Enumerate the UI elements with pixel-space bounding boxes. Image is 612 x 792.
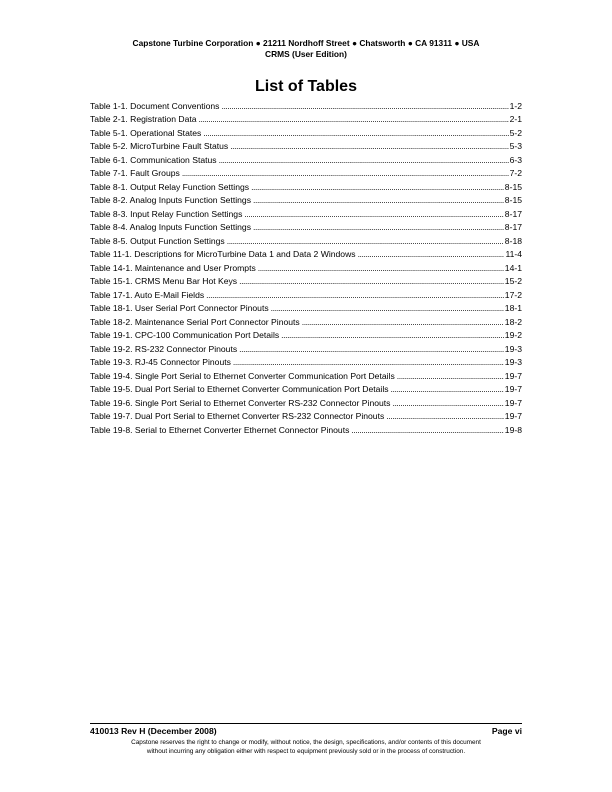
toc-entry-page: 19-7 [504,397,522,408]
toc-entry-page: 19-3 [504,357,522,367]
dot-leader [391,384,504,395]
dot-leader [182,168,509,179]
page-title: List of Tables [255,78,357,95]
toc-entry-page: 19-7 [504,384,522,394]
toc-entry[interactable] [90,382,522,396]
toc-entry[interactable] [90,274,522,288]
toc-entry-label: Table 19-3. RJ-45 Connector Pinouts [90,357,231,367]
toc-entry[interactable] [90,166,522,180]
toc-entry-label: Table 18-1. User Serial Port Connector Pinouts [90,303,269,313]
dot-leader [271,303,504,314]
toc-entry-page: 19-3 [504,343,522,354]
toc-entry[interactable] [90,193,522,207]
toc-entry[interactable] [90,139,522,153]
dot-leader [239,276,504,287]
dot-leader [392,398,503,409]
toc-entry-page: 19-7 [504,411,522,421]
toc-entry[interactable] [90,287,522,301]
toc-entry-page: 19-8 [504,424,522,435]
toc-entry-label: Table 5-2. MicroTurbine Fault Status [90,141,229,151]
toc-entry[interactable] [90,355,522,369]
toc-entry-page: 19-2 [504,330,522,340]
dot-leader [386,411,504,422]
dot-leader [258,263,504,274]
toc-entry[interactable] [90,341,522,355]
dot-leader [203,128,508,139]
header-company-line: Capstone Turbine Corporation ● 21211 Nordhoff Street ● Chatsworth ● CA 91311 ● USA [132,38,480,48]
toc-entry-label: Table 19-6. Single Port Serial to Ethernet Converter RS-232 Connector Pinouts [90,397,391,408]
toc-entry-page: 8-17 [504,208,522,219]
toc-entry-label: Table 6-1. Communication Status [90,154,217,165]
toc-entry-label: Table 18-2. Maintenance Serial Port Connector Pinouts [90,316,300,327]
dot-leader [244,209,503,220]
toc-entry-label: Table 15-1. CRMS Menu Bar Hot Keys [90,276,238,286]
footer-disclaimer [60,739,552,756]
dot-leader [302,317,504,328]
toc-entry-label: Table 5-1. Operational States [90,127,202,138]
dot-leader [219,155,509,166]
toc-entry[interactable] [90,98,522,112]
toc-entry-label: Table 19-8. Serial to Ethernet Converter Ethernet Connector Pinouts [90,424,350,435]
header-product-line: CRMS (User Edition) [265,49,347,59]
toc-entry-page: 18-1 [504,303,522,313]
toc-entry-label: Table 14-1. Maintenance and User Prompts [90,262,256,273]
toc-entry[interactable] [90,152,522,166]
toc-entry-page: 5-2 [509,127,522,138]
toc-entry-page: 8-15 [504,181,522,192]
toc-entry-page: 14-1 [504,262,522,273]
toc-entry-label: Table 11-1. Descriptions for MicroTurbine Data 1 and Data 2 Windows [90,249,356,259]
toc-entry[interactable] [90,368,522,382]
toc-entry[interactable] [90,395,522,409]
toc-entry-page: 8-15 [504,195,522,205]
toc-entry-page: 19-7 [504,370,522,381]
dot-leader [221,101,508,112]
toc-entry-label: Table 17-1. Auto E-Mail Fields [90,289,205,300]
toc-entry-label: Table 8-3. Input Relay Function Settings [90,208,243,219]
toc-entry[interactable] [90,247,522,261]
toc-entry[interactable] [90,112,522,126]
footer-doc-id: 410013 Rev H (December 2008) [90,726,217,736]
toc-entry[interactable] [90,314,522,328]
toc-entry-label: Table 19-2. RS-232 Connector Pinouts [90,343,238,354]
toc-entry[interactable] [90,260,522,274]
dot-leader [227,236,504,247]
toc-entry-label: Table 8-1. Output Relay Function Settings [90,181,250,192]
dot-leader [253,222,504,233]
toc-entry[interactable] [90,301,522,315]
toc-entry[interactable] [90,409,522,423]
toc-entry-label: Table 8-4. Analog Inputs Function Settings [90,222,251,232]
toc-entry-page: 11-4 [505,249,522,259]
toc-entry[interactable] [90,422,522,436]
dot-leader [230,141,508,152]
dot-leader [206,290,504,301]
toc-entry-page: 8-17 [504,222,522,232]
disclaimer-line-2: without incurring any obligation either with respect to equipment previously sold or in the process of construction. [146,747,466,755]
toc-entry-label: Table 2-1. Registration Data [90,114,197,124]
toc-entry[interactable] [90,206,522,220]
toc-entry-label: Table 19-4. Single Port Serial to Ethernet Converter Communication Port Details [90,370,395,381]
dot-leader [351,425,503,436]
toc-entry[interactable] [90,328,522,342]
toc-entry-label: Table 19-1. CPC-100 Communication Port Details [90,330,280,340]
toc-entry-label: Table 19-7. Dual Port Serial to Ethernet Converter RS-232 Connector Pinouts [90,411,385,421]
dot-leader [397,371,504,382]
toc-entry-page: 5-3 [509,141,522,151]
dot-leader [239,344,504,355]
footer-divider [90,723,522,724]
toc-entry-page: 6-3 [509,154,522,165]
toc-entry-page: 7-2 [509,168,522,178]
toc-entry[interactable] [90,179,522,193]
dot-leader [199,114,509,125]
toc-entry-page: 2-1 [509,114,522,124]
toc-entry[interactable] [90,220,522,234]
dot-leader [233,357,504,368]
page-header [0,38,612,60]
toc-entry-page: 15-2 [504,276,522,286]
toc-entry-page: 8-18 [504,235,522,246]
toc-entry-page: 1-2 [509,100,522,111]
dot-leader [251,182,504,193]
list-of-tables [90,98,522,436]
toc-entry-label: Table 7-1. Fault Groups [90,168,180,178]
toc-entry[interactable] [90,233,522,247]
toc-entry-label: Table 1-1. Document Conventions [90,100,220,111]
toc-entry[interactable] [90,125,522,139]
toc-entry-page: 18-2 [504,316,522,327]
footer-page-number: Page vi [491,726,522,736]
dot-leader [253,195,504,206]
dot-leader [358,249,505,260]
disclaimer-line-1: Capstone reserves the right to change or modify, without notice, the design, specifications, and/or contents of this document [131,739,481,746]
toc-entry-label: Table 8-2. Analog Inputs Function Settings [90,195,251,205]
toc-entry-label: Table 8-5. Output Function Settings [90,235,225,246]
toc-entry-label: Table 19-5. Dual Port Serial to Ethernet Converter Communication Port Details [90,384,389,394]
dot-leader [281,330,504,341]
toc-entry-page: 17-2 [504,289,522,300]
